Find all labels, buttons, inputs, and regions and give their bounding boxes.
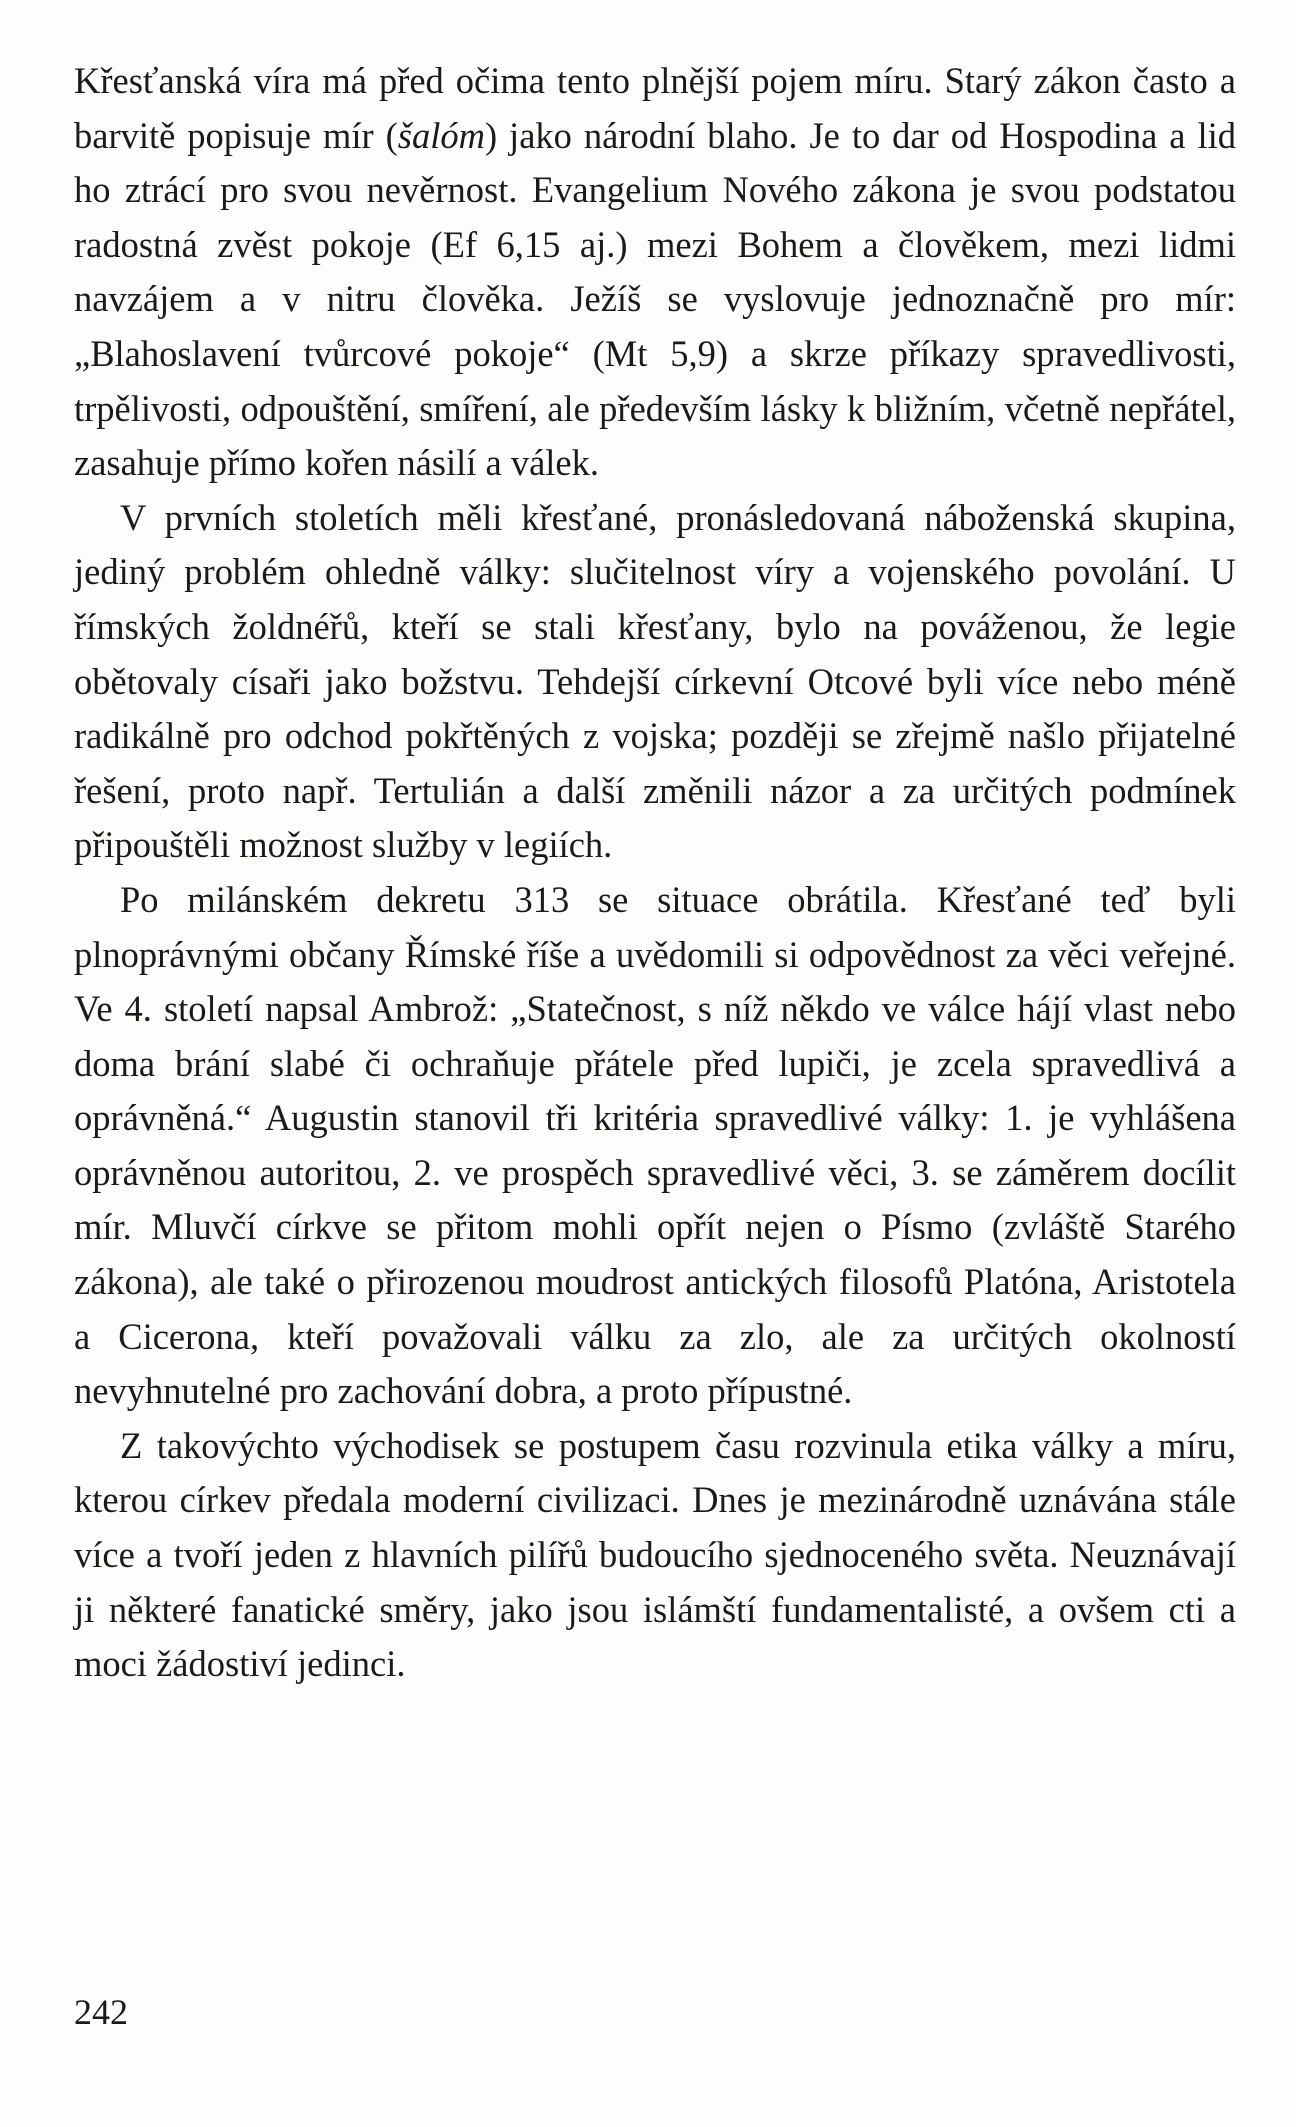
body-text	[74, 54, 1236, 1692]
book-page	[74, 54, 1236, 2064]
italic-term: šalóm	[397, 114, 485, 156]
paragraph-1: Křesťanská víra má před očima tento plnější pojem míru. Starý zákon často a barvitě popisuje mír (šalóm) jako národní blaho. Je to dar od Hospodina a lid ho ztrácí pro svou nevěrnost. Evangelium Nového zákona je svou podstatou radostná zvěst pokoje (Ef 6,15 aj.) mezi Bohem a člověkem, mezi lidmi navzájem a v nitru člověka. Ježíš se vyslovuje jednoznačně pro mír: „Blahoslavení tvůrcové pokoje“ (Mt 5,9) a skrze příkazy spravedlivosti, trpělivosti, odpouštění, smíření, ale především lásky k bližním, včetně nepřátel, zasahuje přímo kořen násilí a válek.	[74, 60, 1236, 484]
page-number: 242	[74, 1992, 128, 2032]
paragraph-4: Z takovýchto východisek se postupem času rozvinula etika války a míru, kterou církev předala moderní civilizaci. Dnes je mezinárodně uznávána stále více a tvoří jeden z hlavních pilířů budoucího sjednoceného světa. Neuznávají ji některé fanatické směry, jako jsou islámští fundamentalisté, a ovšem cti a moci žádostiví jedinci.	[74, 1424, 1236, 1685]
paragraph-2: V prvních stoletích měli křesťané, pronásledovaná náboženská skupina, jediný problém ohledně války: slučitelnost víry a vojenského povolání. U římských žoldnéřů, kteří se stali křesťany, bylo na pováženou, že legie obětovaly císaři jako božstvu. Tehdejší církevní Otcové byli více nebo méně radikálně pro odchod pokřtěných z vojska; později se zřejmě našlo přijatelné řešení, proto např. Tertulián a další změnili názor a za určitých podmínek připouštěli možnost služby v legiích.	[74, 496, 1236, 866]
paragraph-3: Po milánském dekretu 313 se situace obrátila. Křesťané teď byli plnoprávnými občany Římské říše a uvědomili si odpovědnost za věci veřejné. Ve 4. století napsal Ambrož: „Statečnost, s níž někdo ve válce hájí vlast nebo doma brání slabé či ochraňuje přátele před lupiči, je zcela spravedlivá a oprávněná.“ Augustin stanovil tři kritéria spravedlivé války: 1. je vyhlášena oprávněnou autoritou, 2. ve prospěch spravedlivé věci, 3. se záměrem docílit mír. Mluvčí církve se přitom mohli opřít nejen o Písmo (zvláště Starého zákona), ale také o přirozenou moudrost antických filosofů Platóna, Aristotela a Cicerona, kteří považovali válku za zlo, ale za určitých okolností nevyhnutelné pro zachování dobra, a proto přípustné.	[74, 878, 1236, 1412]
